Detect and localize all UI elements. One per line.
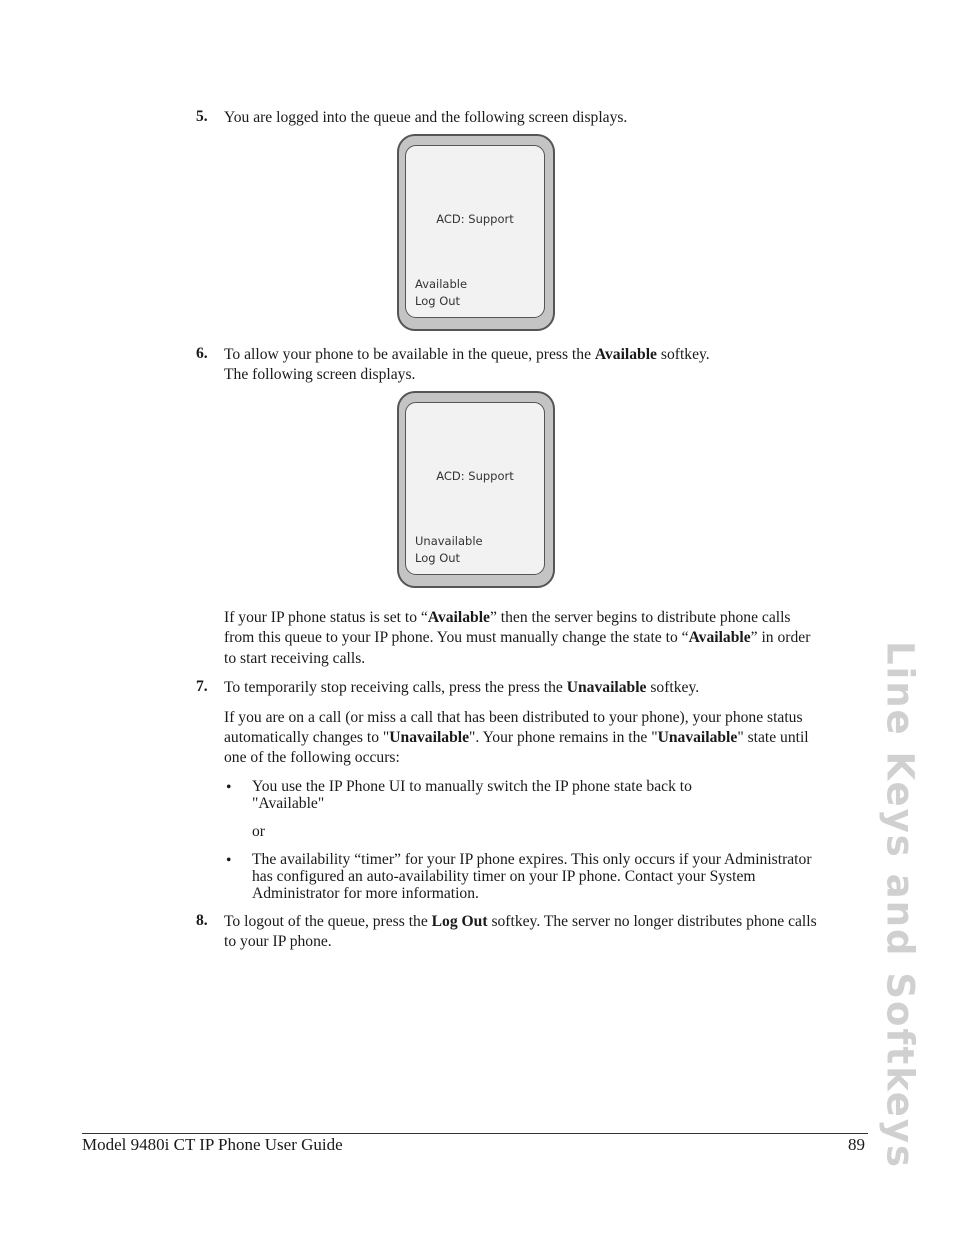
- bullet-1-line-2: "Available": [252, 795, 325, 812]
- or-text: or: [252, 823, 265, 840]
- step-8-number: 8.: [196, 912, 208, 929]
- bullet-2-line-2: has configured an auto-availability timer on your IP phone. Contact your System: [252, 868, 756, 885]
- phone-display: [405, 145, 545, 318]
- phone-screen-unavailable: [397, 391, 555, 588]
- screen-title: ACD: Support: [436, 212, 514, 226]
- softkey-available: Available: [415, 277, 468, 291]
- step-7-detail-line-1: If you are on a call (or miss a call that has been distributed to your phone), your phone status: [224, 709, 803, 726]
- bullet-1-line-1: You use the IP Phone UI to manually switch the IP phone state back to: [252, 778, 692, 795]
- bullet-marker: •: [226, 852, 232, 869]
- note-line-2: from this queue to your IP phone. You must manually change the state to “Available” in order: [224, 629, 811, 646]
- step-6-line2: The following screen displays.: [224, 366, 416, 383]
- step-7-detail-line-3: one of the following occurs:: [224, 749, 400, 766]
- bullet-marker: •: [226, 779, 232, 796]
- screen-title: ACD: Support: [436, 469, 514, 483]
- step-8-line2: to your IP phone.: [224, 933, 332, 950]
- note-line-3: to start receiving calls.: [224, 650, 366, 667]
- phone-screen-available: [397, 134, 555, 331]
- step-5-text: You are logged into the queue and the following screen displays.: [224, 109, 628, 126]
- footer-divider: [82, 1133, 868, 1134]
- phone-display: [405, 402, 545, 575]
- page-number: 89: [848, 1135, 865, 1154]
- softkey-log-out: Log Out: [415, 551, 461, 565]
- step-8-text: To logout of the queue, press the Log Out softkey. The server no longer distributes phone calls: [224, 913, 817, 930]
- step-5-number: 5.: [196, 108, 208, 125]
- section-sidebar-label: Line Keys and Softkeys: [878, 640, 922, 1170]
- bullet-2-line-3: Administrator for more information.: [252, 885, 479, 902]
- step-6-number: 6.: [196, 345, 208, 362]
- step-7-number: 7.: [196, 678, 208, 695]
- bullet-2-line-1: The availability “timer” for your IP phone expires. This only occurs if your Administrator: [252, 851, 812, 868]
- step-6-text: To allow your phone to be available in the queue, press the Available softkey.: [224, 346, 710, 363]
- note-line-1: If your IP phone status is set to “Available” then the server begins to distribute phone calls: [224, 609, 791, 626]
- step-7-detail-line-2: automatically changes to "Unavailable". Your phone remains in the "Unavailable" state until: [224, 729, 809, 746]
- footer-title: Model 9480i CT IP Phone User Guide: [82, 1135, 343, 1154]
- step-7-text: To temporarily stop receiving calls, press the press the Unavailable softkey.: [224, 679, 700, 696]
- softkey-log-out: Log Out: [415, 294, 461, 308]
- softkey-unavailable: Unavailable: [415, 534, 483, 548]
